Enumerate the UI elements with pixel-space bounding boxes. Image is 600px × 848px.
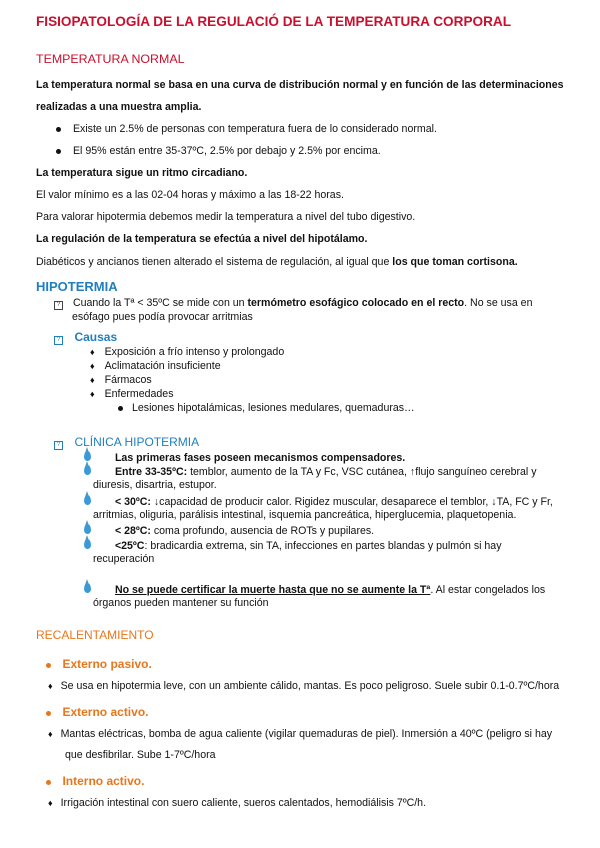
- paragraph: La regulación de la temperatura se efectúa a nivel del hipotálamo.: [36, 233, 368, 245]
- section-heading-temperatura-normal: TEMPERATURA NORMAL: [36, 52, 185, 66]
- water-drop-icon: [84, 539, 91, 549]
- paragraph: La temperatura sigue un ritmo circadiano.: [36, 167, 248, 179]
- list-item: ♦ Exposición a frío intenso y prolongado: [90, 346, 285, 358]
- list-item-continuation: órganos pueden mantener su función: [93, 597, 269, 609]
- list-item: ♦ Irrigación intestinal con suero caliente, sueros calentados, hemodiálisis 7ºC/h.: [48, 797, 427, 809]
- list-item-continuation: arritmias, oliguria, parálisis intestinal, isquemia pancreática, hiperglucemia, plaquetopenia.: [93, 509, 517, 521]
- list-item: No se puede certificar la muerte hasta que no se aumente la Tª. Al estar congelados los: [84, 583, 545, 597]
- list-item-continuation: esófago pues podía provocar arritmias: [72, 311, 253, 323]
- paragraph: El valor mínimo es a las 02-04 horas y máximo a las 18-22 horas.: [36, 189, 344, 201]
- diamond-bullet-icon: ♦: [48, 729, 53, 739]
- paragraph: La temperatura normal se basa en una curva de distribución normal y en función de las determinaciones: [36, 79, 564, 91]
- list-item: ♦ Enfermedades: [90, 388, 174, 400]
- list-item: ♦ Fármacos: [90, 374, 152, 386]
- water-drop-icon: [84, 465, 91, 475]
- list-item: ♦ Se usa en hipotermia leve, con un ambiente cálido, mantas. Es poco peligroso. Suele subir 0.1-0.7ºC/hora: [48, 680, 560, 692]
- diamond-bullet-icon: ♦: [90, 361, 95, 371]
- list-item: El 95% están entre 35-37ºC, 2.5% por debajo y 2.5% por encima.: [56, 145, 381, 158]
- checkbox-bullet-icon: ?: [54, 301, 63, 310]
- diamond-bullet-icon: ♦: [48, 798, 53, 808]
- list-item: <25ºC: bradicardia extrema, sin TA, infecciones en partes blandas y pulmón si hay: [84, 539, 502, 553]
- bullet-icon: [46, 711, 51, 716]
- section-heading-hipotermia: HIPOTERMIA: [36, 279, 118, 294]
- bullet-icon: [118, 406, 123, 411]
- paragraph: Para valorar hipotermia debemos medir la temperatura a nivel del tubo digestivo.: [36, 211, 416, 223]
- list-item-continuation: diuresis, disartria, estupor.: [93, 479, 217, 491]
- list-item-continuation: recuperación: [93, 553, 155, 565]
- list-item-continuation: que desfibrilar. Sube 1-7ºC/hora: [65, 749, 216, 761]
- bullet-icon: [46, 663, 51, 668]
- diamond-bullet-icon: ♦: [48, 681, 53, 691]
- checkbox-bullet-icon: ?: [54, 336, 63, 345]
- list-item: Las primeras fases poseen mecanismos compensadores.: [84, 451, 405, 465]
- bullet-icon: [46, 780, 51, 785]
- list-item: ? Cuando la Tª < 35ºC se mide con un termómetro esofágico colocado en el recto. No se usa en: [54, 297, 532, 310]
- diamond-bullet-icon: ♦: [90, 375, 95, 385]
- bullet-icon: [56, 127, 61, 132]
- list-item: Existe un 2.5% de personas con temperatura fuera de lo considerado normal.: [56, 123, 437, 136]
- paragraph: realizadas a una muestra amplia.: [36, 101, 202, 113]
- list-item: Entre 33-35ºC: temblor, aumento de la TA y Fc, VSC cutánea, ↑flujo sanguíneo cerebral y: [84, 465, 537, 479]
- bullet-icon: [56, 149, 61, 154]
- diamond-bullet-icon: ♦: [90, 347, 95, 357]
- diamond-bullet-icon: ♦: [90, 389, 95, 399]
- water-drop-icon: [84, 583, 91, 593]
- paragraph: Diabéticos y ancianos tienen alterado el sistema de regulación, al igual que los que toman cortisona.: [36, 256, 518, 268]
- list-item: ♦ Mantas eléctricas, bomba de agua caliente (vigilar quemaduras de piel). Inmersión a 40ºC (peligro si hay: [48, 728, 553, 740]
- subheading-externo-activo: Externo activo.: [46, 703, 148, 721]
- list-item: < 28ºC: coma profundo, ausencia de ROTs y pupilares.: [84, 524, 374, 538]
- page-title: FISIOPATOLOGÍA DE LA REGULACIÓ DE LA TEMPERATURA CORPORAL: [36, 14, 512, 29]
- water-drop-icon: [84, 451, 91, 461]
- subheading-clinica: ? CLÍNICA HIPOTERMIA: [54, 433, 199, 451]
- water-drop-icon: [84, 524, 91, 534]
- subheading-causas: ? Causas: [54, 328, 117, 346]
- subheading-externo-pasivo: Externo pasivo.: [46, 655, 152, 673]
- subheading-interno-activo: Interno activo.: [46, 772, 144, 790]
- section-heading-recalentamiento: RECALENTAMIENTO: [36, 628, 154, 642]
- water-drop-icon: [84, 495, 91, 505]
- list-item: < 30ºC: ↓capacidad de producir calor. Rigidez muscular, desaparece el temblor, ↓TA, FC y Fr,: [84, 495, 553, 509]
- list-item: ♦ Aclimatación insuficiente: [90, 360, 221, 372]
- checkbox-bullet-icon: ?: [54, 441, 63, 450]
- list-item: Lesiones hipotalámicas, lesiones medulares, quemaduras…: [118, 402, 415, 415]
